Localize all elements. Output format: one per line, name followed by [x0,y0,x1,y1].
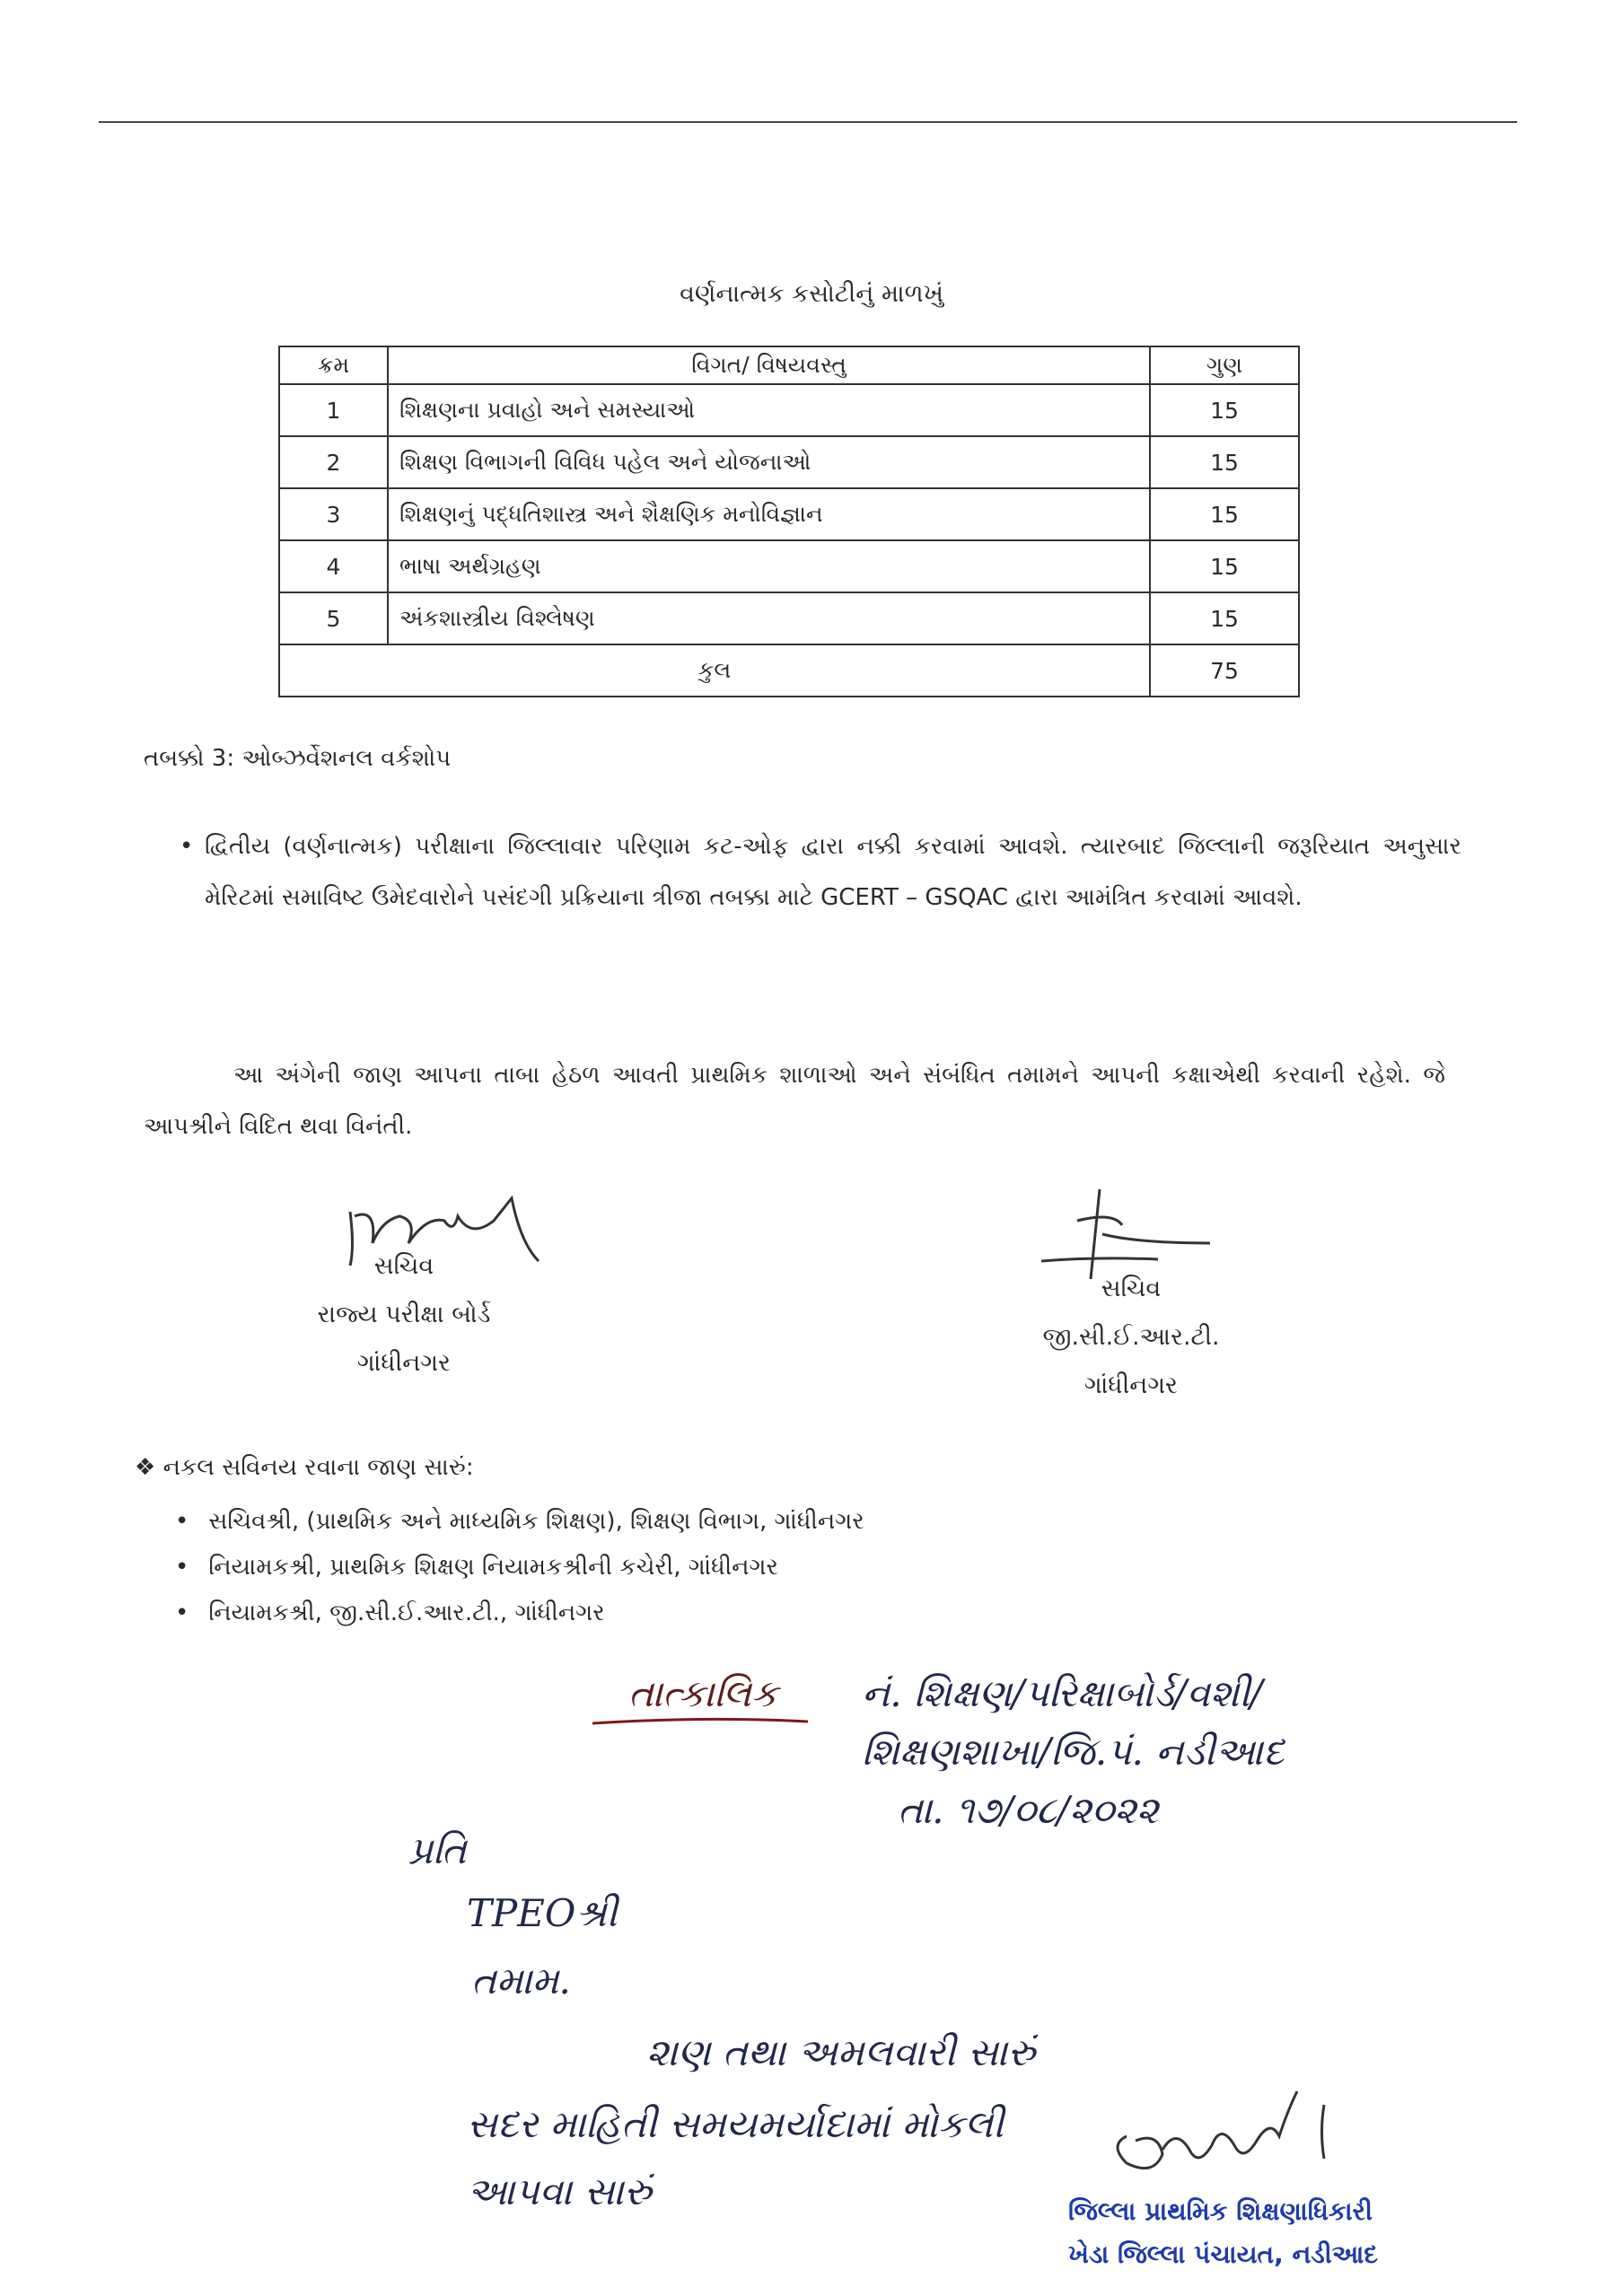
row-marks: 15 [1150,488,1299,540]
left-sig-city: ગાંધીનગર [356,1349,452,1377]
list-item: • નિયામકશ્રી, જી.સી.ઈ.આર.ટી., ગાંધીનગર [175,1599,864,1627]
row-marks: 15 [1150,592,1299,644]
right-signature-block [1005,1275,1257,1420]
row-subject: અંકશાસ્ત્રીય વિશ્લેષણ [388,592,1150,644]
bullet-icon: • [180,833,194,860]
hand-note-line1: ૨ાણ તથા અમલવારી સારું [646,2030,1035,2074]
left-signature-block [269,1252,539,1398]
copy-heading: ❖ નકલ સવિનય રવાના જાણ સારું: [135,1454,474,1481]
hand-to-line1: પ્રતિ [408,1828,467,1872]
hand-note-line3: આપવા સારું [467,2169,652,2213]
closing-paragraph: આ અંગેની જાણ આપના તાબા હેઠળ આવતી પ્રાથમિક શાળાઓ અને સંબંધિત તમામને આપની કક્ષાએથી કરવાની રહેશે. જે આપશ્રીને વિદિત થવા વિનંતી. [144,1062,1445,1140]
header-marks: ગુણ [1150,346,1299,384]
row-no: 4 [279,540,388,592]
left-sig-office: રાજ્ય પરીક્ષા બોર્ડ [317,1301,491,1328]
hand-note-line2: સદર માહિતી સમયમર્યાદામાં મોકલી [467,2102,1005,2146]
header-subject: વિગત/ વિષયવસ્તુ [388,346,1150,384]
right-sig-role: સચિવ [1101,1275,1162,1302]
hand-ref-line2: શિક્ષણશાખા/જિ.પં. નડીઆદ [862,1730,1285,1774]
total-value: 75 [1150,644,1299,697]
row-no: 2 [279,436,388,488]
list-item: • નિયામકશ્રી, પ્રાથમિક શિક્ષણ નિયામકશ્રીની કચેરી, ગાંધીનગર [175,1554,864,1582]
stamp-line1: જિલ્લા પ્રાથમિક શિક્ષણાધિકારી [1068,2196,1373,2226]
stage3-title: તબક્કો 3: ઓબ્ઝર્વેશનલ વર્કશોપ [144,745,452,772]
row-marks: 15 [1150,384,1299,436]
stage3-paragraph: દ્વિતીય (વર્ણનાત્મક) પરીક્ષાના જિલ્લાવાર પરિણામ કટ-ઓફ દ્વારા નક્કી કરવામાં આવશે. ત્યારબાદ જિલ્લાની જરૂરિયાત અનુસાર મેરિટમાં સમાવિષ્ટ ઉમેદવારોને પસંદગી પ્રક્રિયાના ત્રીજા તબક્કા માટે GCERT – GSQAC દ્વારા આમંત્રિત કરવામાં આવશે. [205,833,1461,911]
row-subject: શિક્ષણ વિભાગની વિવિધ પહેલ અને યોજનાઓ [388,436,1150,488]
hand-to-line3: તમામ. [471,1959,571,2002]
left-sig-role: સચિવ [373,1252,434,1280]
right-sig-office: જી.સી.ઈ.આર.ટી. [1042,1323,1220,1351]
row-subject: શિક્ષણના પ્રવાહો અને સમસ્યાઓ [388,384,1150,436]
urgent-underline [592,1719,808,1723]
list-item: • સચિવશ્રી, (પ્રાથમિક અને માધ્યમિક શિક્ષણ), શિક્ષણ વિભાગ, ગાંધીનગર [175,1508,864,1536]
row-no: 3 [279,488,388,540]
stamp-line2: ખેડા જિલ્લા પંચાયત, નડીઆદ [1068,2239,1378,2269]
hand-ref-line3: તા. ૧૭/૦૮/૨૦૨૨ [898,1788,1159,1832]
right-signature-icon [1041,1189,1210,1279]
hand-ref-line1: નં. શિક્ષણ/પરિક્ષાબોર્ડ/વશી/ [862,1671,1263,1715]
row-subject: ભાષા અર્થગ્રહણ [388,540,1150,592]
table-title: વર્ણનાત્મક કસોટીનું માળખું [680,280,943,308]
copy-list [175,1508,864,1645]
row-no: 1 [279,384,388,436]
row-no: 5 [279,592,388,644]
row-marks: 15 [1150,436,1299,488]
officer-stamp [1068,2190,1378,2276]
row-subject: શિક્ષણનું પદ્ધતિશાસ્ત્ર અને શૈક્ષણિક મનોવિજ્ઞાન [388,488,1150,540]
hand-to-line2: TPEOશ્રી [467,1891,618,1935]
header-no: ક્રમ [279,346,388,384]
row-marks: 15 [1150,540,1299,592]
total-label: કુલ [279,644,1150,697]
officer-signature-icon [1118,2091,1324,2169]
hand-urgent: તાત્કાલિક [628,1671,778,1715]
right-sig-city: ગાંધીનગર [1083,1371,1179,1399]
